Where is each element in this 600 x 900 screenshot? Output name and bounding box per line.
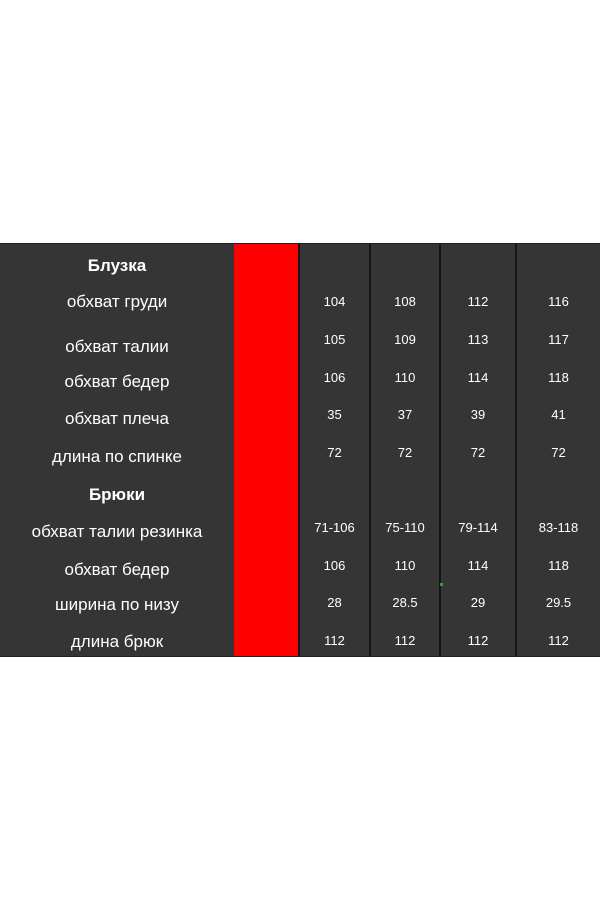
table-cell: 37 <box>397 407 413 422</box>
table-cell: 114 <box>467 370 489 385</box>
table-cell: 29.5 <box>545 595 572 610</box>
table-cell: 72 <box>551 445 566 460</box>
size-table <box>0 243 600 657</box>
table-cell: 106 <box>323 558 346 573</box>
row-label: обхват груди <box>66 292 168 311</box>
table-cell: 108 <box>394 294 416 309</box>
table-cell: 110 <box>394 558 416 573</box>
table-cell: 109 <box>394 332 416 347</box>
table-cell: 118 <box>548 370 569 385</box>
table-cell: 112 <box>467 633 489 648</box>
table-cell: 112 <box>467 294 489 309</box>
row-label: обхват плеча <box>65 409 169 428</box>
row-label: обхват талии <box>65 337 169 356</box>
highlight-column <box>234 244 298 656</box>
table-cell: 75-110 <box>385 520 425 535</box>
section-title: Блузка <box>87 256 147 275</box>
section-title: Брюки <box>88 485 146 504</box>
table-cell: 104 <box>323 294 346 309</box>
table-cell: 118 <box>548 558 569 573</box>
row-label: обхват талии резинка <box>31 522 203 541</box>
table-cell: 29 <box>470 595 486 610</box>
table-cell: 39 <box>470 407 486 422</box>
row-label: ширина по низу <box>54 595 180 614</box>
table-cell: 72 <box>327 445 342 460</box>
table-cell: 83-118 <box>538 520 579 535</box>
row-label: длина брюк <box>70 632 164 651</box>
table-cell: 112 <box>394 633 416 648</box>
row-label: длина по спинке <box>52 447 182 466</box>
table-cell: 28 <box>327 595 342 610</box>
table-cell: 113 <box>467 332 489 347</box>
table-cell: 117 <box>548 332 569 347</box>
table-cell: 112 <box>324 633 345 648</box>
table-cell: 114 <box>467 558 489 573</box>
row-label: обхват бедер <box>64 372 170 391</box>
table-cell: 116 <box>548 294 569 309</box>
table-cell: 28.5 <box>392 595 418 610</box>
table-cell: 79-114 <box>458 520 498 535</box>
table-cell: 105 <box>323 332 346 347</box>
table-cell: 110 <box>394 370 416 385</box>
table-cell: 71-106 <box>314 520 355 535</box>
table-cell: 106 <box>323 370 346 385</box>
green-mark <box>440 583 443 586</box>
row-label: обхват бедер <box>64 560 170 579</box>
table-cell: 72 <box>470 445 486 460</box>
table-cell: 35 <box>327 407 342 422</box>
table-cell: 112 <box>548 633 569 648</box>
table-cell: 41 <box>551 407 566 422</box>
table-cell: 72 <box>397 445 413 460</box>
